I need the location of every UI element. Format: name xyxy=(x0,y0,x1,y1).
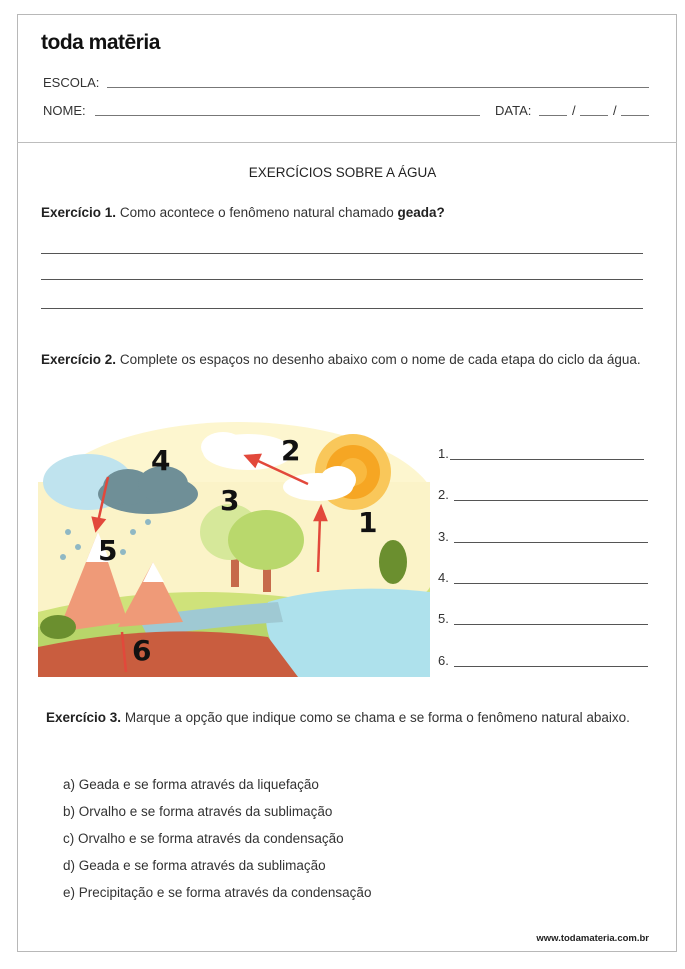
date-separator: / xyxy=(572,103,576,118)
page-title: EXERCÍCIOS SOBRE A ÁGUA xyxy=(248,165,437,180)
option-text: Geada e se forma através da liquefação xyxy=(78,777,319,792)
bush-icon xyxy=(40,615,76,639)
stage-number-4: 4 xyxy=(151,444,171,477)
blank-field-3[interactable] xyxy=(454,542,648,543)
option-text: Precipitação e se forma através da condensação xyxy=(78,885,372,900)
stage-number-6: 6 xyxy=(132,634,152,667)
option-letter: e) xyxy=(63,885,76,900)
blank-field-1[interactable] xyxy=(450,459,644,460)
footer-url[interactable]: www.todamateria.com.br xyxy=(536,933,649,944)
answer-line-1[interactable] xyxy=(41,253,643,254)
option-c[interactable] xyxy=(63,831,344,846)
option-letter: a) xyxy=(63,777,76,792)
option-a[interactable] xyxy=(63,777,319,792)
school-field[interactable] xyxy=(107,87,649,88)
stage-number-3: 3 xyxy=(220,484,240,517)
date-day-field[interactable] xyxy=(539,115,567,116)
stage-number-5: 5 xyxy=(98,534,118,567)
header-divider xyxy=(17,142,677,143)
option-d[interactable] xyxy=(63,858,326,873)
option-letter: d) xyxy=(63,858,76,873)
date-month-field[interactable] xyxy=(580,115,608,116)
option-text: Geada e se forma através da sublimação xyxy=(78,858,326,873)
option-e[interactable] xyxy=(63,885,371,900)
blank-field-5[interactable] xyxy=(454,624,648,625)
name-label: NOME: xyxy=(43,103,86,118)
exercise-2-label: Exercício 2. xyxy=(41,352,117,367)
answer-line-2[interactable] xyxy=(41,279,643,280)
blank-label-1: 1. xyxy=(438,446,449,461)
answer-line-3[interactable] xyxy=(41,308,643,309)
exercise-1-text: Como acontece o fenômeno natural chamado xyxy=(116,205,398,220)
blank-label-6: 6. xyxy=(438,653,449,668)
option-letter: c) xyxy=(63,831,75,846)
exercise-3-question xyxy=(46,704,646,731)
blank-label-3: 3. xyxy=(438,529,449,544)
brand-logo: toda matēria xyxy=(41,31,160,54)
date-year-field[interactable] xyxy=(621,115,649,116)
blank-label-2: 2. xyxy=(438,487,449,502)
exercise-1-question xyxy=(41,199,651,226)
exercise-1-keyword: geada? xyxy=(397,205,445,220)
rain-cloud-icon xyxy=(98,466,198,514)
option-text: Orvalho e se forma através da condensação xyxy=(78,831,344,846)
option-b[interactable] xyxy=(63,804,332,819)
stage-number-1: 1 xyxy=(358,506,378,539)
option-letter: b) xyxy=(63,804,76,819)
blank-field-6[interactable] xyxy=(454,666,648,667)
bush-icon xyxy=(379,540,407,584)
blank-field-4[interactable] xyxy=(454,583,648,584)
date-label: DATA: xyxy=(495,103,532,118)
option-text: Orvalho e se forma através da sublimação xyxy=(78,804,333,819)
school-label: ESCOLA: xyxy=(43,75,100,90)
date-separator: / xyxy=(613,103,617,118)
exercise-2-text: Complete os espaços no desenho abaixo com o nome de cada etapa do ciclo da água. xyxy=(116,352,641,367)
exercise-2-question xyxy=(41,346,644,373)
exercise-3-text: Marque a opção que indique como se chama e se forma o fenômeno natural abaixo. xyxy=(121,710,630,725)
water-cycle-illustration xyxy=(38,422,430,677)
stage-number-2: 2 xyxy=(281,434,301,467)
name-field[interactable] xyxy=(95,115,480,116)
blank-label-5: 5. xyxy=(438,611,449,626)
blank-label-4: 4. xyxy=(438,570,449,585)
exercise-3-label: Exercício 3. xyxy=(46,710,122,725)
blank-field-2[interactable] xyxy=(454,500,648,501)
exercise-1-label: Exercício 1. xyxy=(41,205,117,220)
